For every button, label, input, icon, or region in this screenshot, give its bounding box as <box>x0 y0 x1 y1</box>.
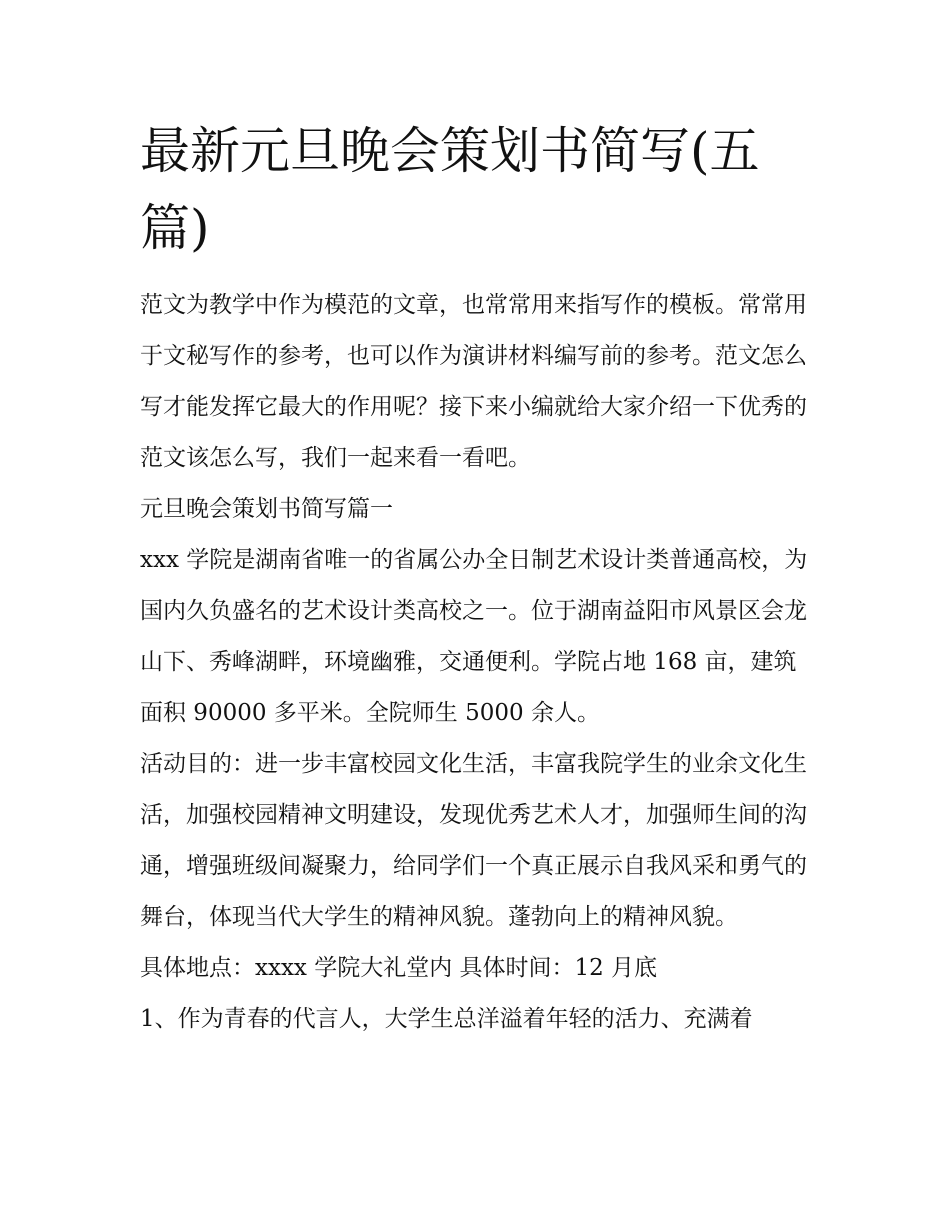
document-title: 最新元旦晚会策划书简写(五篇) <box>140 122 760 257</box>
school-intro-paragraph: xxx 学院是湖南省唯一的省属公办全日制艺术设计类普通高校，为国内久负盛名的艺术设计类高校之一。位于湖南益阳市风景区会龙山下、秀峰湖畔，环境幽雅，交通便利。学院占地 168 亩，建筑面积 90000 多平米。全院师生 5000 余人。 <box>140 547 808 726</box>
activity-purpose-paragraph: 活动目的：进一步丰富校园文化生活，丰富我院学生的业余文化生活，加强校园精神文明建设，发现优秀艺术人才，加强师生间的沟通，增强班级间凝聚力，给同学们一个真正展示自我风采和勇气的舞台，体现当代大学生的精神风貌。蓬勃向上的精神风貌。 <box>140 751 807 930</box>
location-time-paragraph: 具体地点：xxxx 学院大礼堂内 具体时间：12 月底 <box>140 955 658 981</box>
intro-paragraph: 范文为教学中作为模范的文章，也常常用来指写作的模板。常常用于文秘写作的参考，也可以作为演讲材料编写前的参考。范文怎么写才能发挥它最大的作用呢？接下来小编就给大家介绍一下优秀的范文该怎么写，我们一起来看一看吧。 <box>140 292 807 471</box>
list-item-1: 1、作为青春的代言人，大学生总洋溢着年轻的活力、充满着 <box>140 1006 753 1032</box>
document-body <box>140 280 812 1045</box>
section-heading: 元旦晚会策划书简写篇一 <box>140 496 393 522</box>
